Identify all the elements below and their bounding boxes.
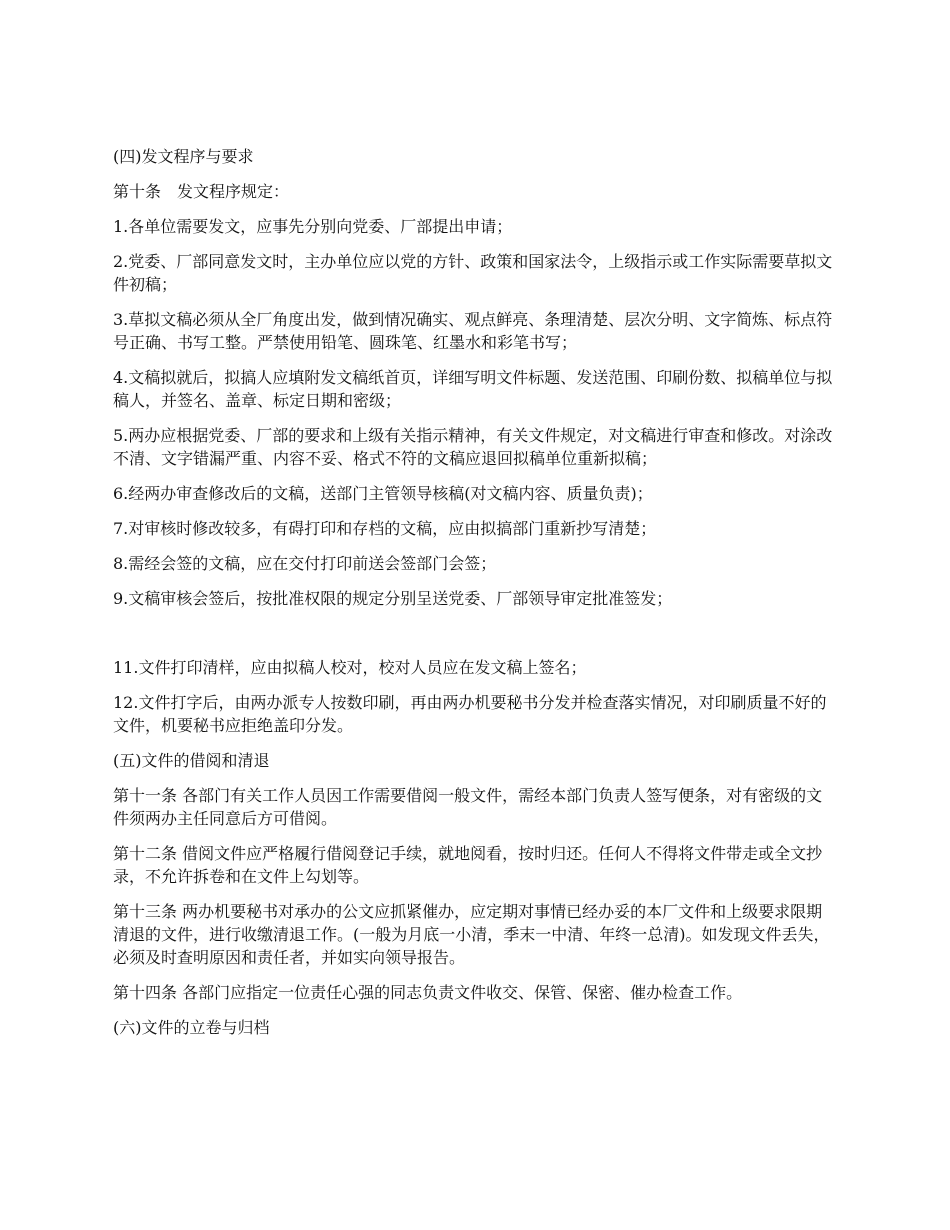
list-item: 7.对审核时修改较多，有碍打印和存档的文稿，应由拟搞部门重新抄写清楚；	[113, 519, 657, 538]
list-item: 9.文稿审核会签后，按批准权限的规定分别呈送党委、厂部领导审定批准签发；	[113, 589, 673, 608]
list-item: 5.两办应根据党委、厂部的要求和上级有关指示精神，有关文件规定，对文稿进行审查和修改。对涂改不清、文字错漏严重、内容不妥、格式不符的文稿应退回拟稿单位重新拟稿；	[113, 426, 833, 468]
article-paragraph: 第十三条 两办机要秘书对承办的公文应抓紧催办，应定期对事情已经办妥的本厂文件和上级要求限期清退的文件，进行收缴清退工作。(一般为月底一小清，季末一中清、年终一总清)。如发现文件丢失，必须及时查明原因和责任者，并如实向领导报告。	[113, 902, 830, 967]
list-item: 3.草拟文稿必须从全厂角度出发，做到情况确实、观点鲜亮、条理清楚、层次分明、文字简炼、标点符号正确、书写工整。严禁使用铅笔、圆珠笔、红墨水和彩笔书写；	[113, 310, 833, 352]
document-body	[113, 145, 838, 1051]
list-item: 1.各单位需要发文，应事先分别向党委、厂部提出申请；	[113, 217, 513, 236]
list-item: 6.经两办审查修改后的文稿，送部门主管领导核稿(对文稿内容、质量负责)；	[113, 484, 653, 503]
article-paragraph: 第十一条 各部门有关工作人员因工作需要借阅一般文件，需经本部门负责人签写便条，对有密级的文件须两办主任同意后方可借阅。	[113, 786, 823, 828]
section-heading: (四)发文程序与要求	[113, 147, 254, 166]
list-item: 12.文件打字后，由两办派专人按数印刷，再由两办机要秘书分发并检查落实情况，对印刷质量不好的文件，机要秘书应拒绝盖印分发。	[113, 693, 827, 735]
article-heading: 第十条 发文程序规定：	[113, 182, 290, 201]
list-item: 11.文件打印清样，应由拟稿人校对，校对人员应在发文稿上签名；	[113, 658, 587, 677]
list-item: 4.文稿拟就后，拟搞人应填附发文稿纸首页，详细写明文件标题、发送范围、印刷份数、拟稿单位与拟稿人，并签名、盖章、标定日期和密级；	[113, 368, 833, 410]
article-paragraph: 第十四条 各部门应指定一位责任心强的同志负责文件收交、保管、保密、催办检查工作。	[113, 983, 743, 1002]
section-heading: (六)文件的立卷与归档	[113, 1018, 270, 1037]
article-paragraph: 第十二条 借阅文件应严格履行借阅登记手续，就地阅看，按时归还。任何人不得将文件带走或全文抄录，不允许拆卷和在文件上勾划等。	[113, 844, 823, 886]
blank-gap	[113, 622, 838, 656]
list-item: 2.党委、厂部同意发文时，主办单位应以党的方针、政策和国家法令，上级指示或工作实际需要草拟文件初稿；	[113, 252, 833, 294]
section-heading: (五)文件的借阅和清退	[113, 751, 270, 770]
list-item: 8.需经会签的文稿，应在交付打印前送会签部门会签；	[113, 554, 497, 573]
